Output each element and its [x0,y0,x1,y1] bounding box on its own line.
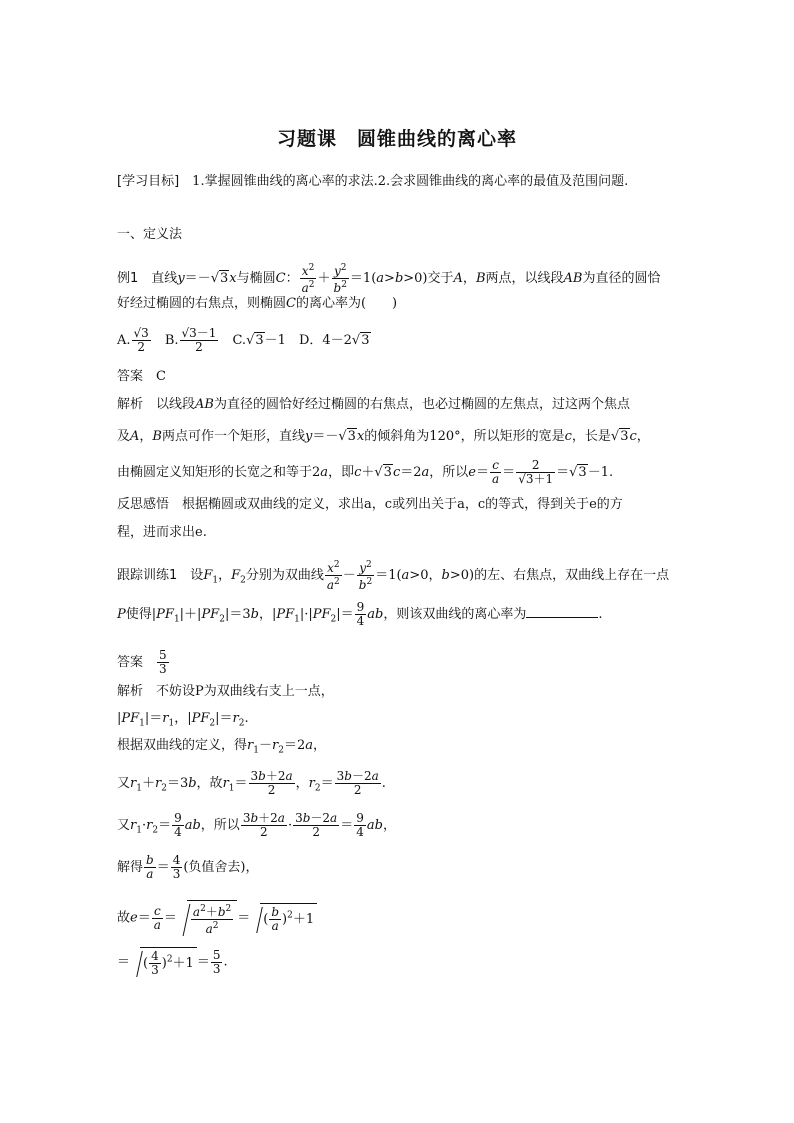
example1-analysis-line2: 及A，B两点可作一个矩形，直线y＝－√3x的倾斜角为120°，所以矩形的宽是c，长是√3c， [117,429,650,444]
learning-objectives [117,174,628,190]
practice1-analysis-line2: $|PF_1|=r_1$，$|PF_2|=r_2$. [117,711,249,729]
example1-line1: 例1 直线y＝－√3x与椭圆C： $\frac{x^2}{a^2}$ ＋ $\frac{y^2}{b^2}$ ＝1(a>b>0)交于A，B两点，以线段AB为直径的圆恰 [117,263,661,295]
example1-options: A. $\frac{√3}{2}$ B. $\frac{√3-1}{2}$ C.√3－1 D．4－2√3 [117,326,370,354]
practice1-analysis-line5: 又$r_1\cdot r_2=$ $\frac{9}{4}$ ab，所以 $\frac{3b+2a}{2}$ · $\frac{3b-2a}{2}$ ＝ $\frac{9}{4}$ ab， [117,811,396,839]
example1-analysis-line1: 解析 以线段AB为直径的圆恰好经过椭圆的右焦点，也必过椭圆的左焦点，过这两个焦点 [117,397,631,412]
objectives-text: 1.掌握圆锥曲线的离心率的求法.2.会求圆锥曲线的离心率的最值及范围问题. [192,174,629,189]
answer-blank[interactable] [526,605,598,618]
practice1-analysis-line8: ＝ ( $\frac{4}{3}$ )$^2$＋1 ＝ $\frac{5}{3}$ . [117,947,228,977]
example1-analysis-line3: 由椭圆定义知矩形的长宽之和等于2a，即c＋√3c＝2a，所以e＝ $\frac{c}{a}$ ＝ $\frac{2}{√3+1}$ ＝√3－1. [117,458,614,486]
reflection-line1: 反思感悟 根据椭圆或双曲线的定义，求出a，c或列出关于a，c的等式，得到关于e的方 [117,497,623,512]
section-heading-definition: 一、定义法 [117,227,183,242]
practice1-analysis-line3: 根据双曲线的定义，得$r_1-r_2=2a$， [117,738,326,756]
practice1-line1: 跟踪训练1 设$F_1$，$F_2$分别为双曲线 $\frac{x^2}{a^2}$ － $\frac{y^2}{b^2}$ ＝1(a>0，b>0)的左、右焦点，双曲线上存在一点 [117,560,670,592]
example1-label: 例1 [117,271,139,286]
practice1-analysis-line4: 又$r_1+r_2=3b$，故$r_1=$ $\frac{3b+2a}{2}$ ，$r_2=$ $\frac{3b-2a}{2}$ . [117,769,386,797]
page-title: 习题课 圆锥曲线的离心率 [276,128,517,150]
reflection-line2: 程，进而求出e. [117,525,207,540]
example1-answer: 答案 C [117,369,166,384]
practice1-analysis-line1: 解析 不妨设P为双曲线右支上一点， [117,684,334,699]
practice1-analysis-line6: 解得 $\frac{b}{a}$ ＝ $\frac{4}{3}$ (负值舍去)， [117,853,259,881]
practice1-line2: P使得$|PF_1|+|PF_2|=3b$，$|PF_1|\cdot|PF_2|=$ $\frac{9}{4}$ ab，则该双曲线的离心率为 . [117,600,603,628]
practice1-answer: 答案 $\frac{5}{3}$ [117,648,167,676]
example1-line2: 好经过椭圆的右焦点，则椭圆C的离心率为( ) [117,296,398,311]
practice1-analysis-line7: 故e＝ $\frac{c}{a}$ ＝ $\frac{a^2+b^2}{a^2}$ ＝ ( $\frac{b}{a}$ )$^2$＋1 [117,900,317,936]
objectives-label: [学习目标] [117,174,180,189]
